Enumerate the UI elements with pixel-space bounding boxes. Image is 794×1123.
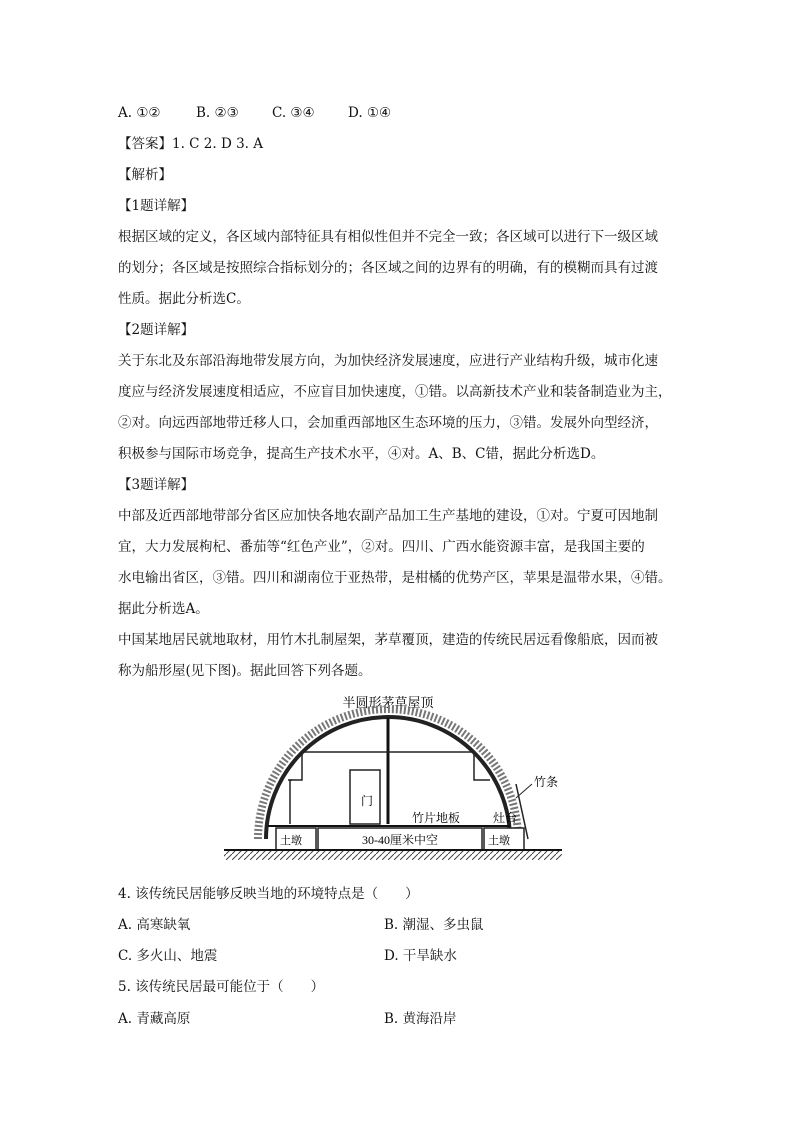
q4-stem: 4. 该传统民居能够反映当地的环境特点是（ ） — [118, 886, 419, 902]
q5-stem: 5. 该传统民居最可能位于（ ） — [118, 979, 325, 995]
q1-text-line: 性质。据此分析选C。 — [118, 291, 250, 307]
q3-text-line: 宜，大力发展枸杞、番茄等“红色产业”，②对。四川、广西水能资源丰富，是我国主要的 — [118, 539, 645, 555]
q2-text-line: 关于东北及东部沿海地带发展方向，为加快经济发展速度，应进行产业结构升级，城市化速 — [118, 353, 658, 369]
roof-label: 半圆形茅草屋顶 — [342, 695, 434, 710]
q4-option-a: A. 高寒缺氧 — [118, 917, 191, 933]
stove-label: 灶台 — [493, 811, 518, 825]
gap-label: 30-40厘米中空 — [362, 833, 438, 847]
svg-text:土墩: 土墩 — [488, 835, 510, 847]
q4-option-b: B. 潮湿、多虫鼠 — [384, 917, 484, 933]
q2-text-line: ②对。向远西部地带迁移人口，会加重西部地区生态环境的压力，③错。发展外向型经济， — [118, 415, 658, 431]
q3-text-line: 水电输出省区，③错。四川和湖南位于亚热带，是柑橘的优势产区，苹果是温带水果，④错。 — [118, 570, 672, 586]
q3-text-line: 中部及近西部地带部分省区应加快各地农副产品加工生产基地的建设，①对。宁夏可因地制 — [118, 508, 658, 524]
q4-option-d: D. 干旱缺水 — [384, 948, 457, 964]
analysis-heading: 【解析】 — [118, 167, 172, 183]
q1-heading: 【1题详解】 — [118, 198, 195, 214]
answer-line: 【答案】1. C 2. D 3. A — [118, 136, 263, 152]
q5-option-b: B. 黄海沿岸 — [384, 1011, 457, 1027]
q2-text-line: 积极参与国际市场竞争，提高生产技术水平，④对。A、B、C错，据此分析选D。 — [118, 446, 605, 462]
q5-option-a: A. 青藏高原 — [118, 1011, 191, 1027]
door-label: 门 — [361, 794, 374, 808]
q2-heading: 【2题详解】 — [118, 322, 195, 338]
option-c: C. ③④ — [272, 105, 315, 121]
boat-house-diagram — [220, 692, 576, 870]
q1-text-line: 根据区域的定义，各区域内部特征具有相似性但并不完全一致；各区域可以进行下一级区域 — [118, 229, 658, 245]
q4-option-c: C. 多火山、地震 — [118, 948, 218, 964]
q3-heading: 【3题详解】 — [118, 477, 195, 493]
q3-text-line: 据此分析选A。 — [118, 601, 209, 617]
intro-line: 中国某地居民就地取材，用竹木扎制屋架，茅草覆顶，建造的传统民居远看像船底，因而被 — [118, 632, 658, 648]
option-a: A. ①② — [118, 105, 161, 121]
intro-line: 称为船形屋(见下图)。据此回答下列各题。 — [118, 663, 372, 679]
option-b: B. ②③ — [196, 105, 239, 121]
q1-text-line: 的划分；各区域是按照综合指标划分的；各区域之间的边界有的明确，有的模糊而具有过渡 — [118, 260, 658, 276]
q2-text-line: 度应与经济发展速度相适应，不应盲目加快速度，①错。以高新技术产业和装备制造业为主， — [118, 384, 672, 400]
floor-label: 竹片地板 — [412, 811, 461, 825]
bamboo-label: 竹条 — [534, 775, 559, 789]
option-d: D. ①④ — [348, 105, 392, 121]
ground — [224, 850, 562, 860]
options-prev-question — [118, 105, 391, 121]
svg-text:土墩: 土墩 — [280, 835, 302, 847]
